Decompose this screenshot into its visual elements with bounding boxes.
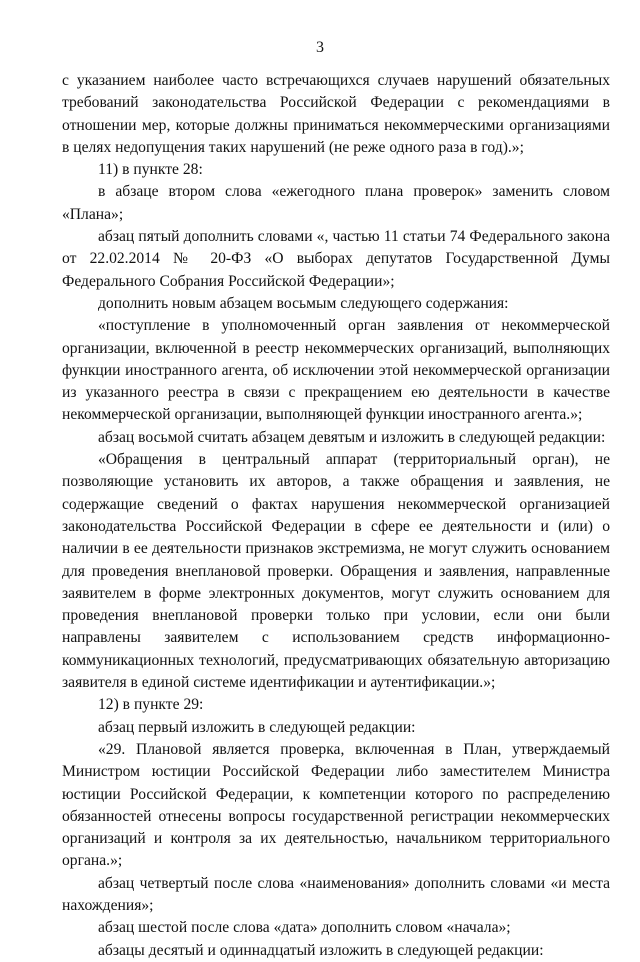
paragraph-amendment-7: абзац шестой после слова «дата» дополнить словом «начала»; bbox=[98, 919, 511, 937]
paragraph-amendment-8: абзацы десятый и одиннадцатый изложить в следующей редакции: bbox=[98, 941, 544, 959]
page-number: 3 bbox=[316, 39, 324, 56]
paragraph-amendment-5: абзац первый изложить в следующей редакции: bbox=[98, 718, 416, 736]
paragraph-item-12: 12) в пункте 29: bbox=[98, 696, 204, 714]
paragraph-amendment-3: дополнить новым абзацем восьмым следующего содержания: bbox=[98, 294, 509, 312]
paragraph-quote-2: «Обращения в центральный аппарат (территориальный орган), не позволяющие установить их авторов, а также обращения и заявления, не содержащие сведений о фактах нарушения некоммерческой организацией законодательства Российской Федерации в сфере ее деятельности и (или) о наличии в ее деятельности признаков экстремизма, не могут служить основанием для проведения внеплановой проверки. Обращения и заявления, направленные заявителем в форме электронных документов, могут служить основанием для проведения внеплановой проверки только при условии, если они были направлены заявителем с использованием средств информационно-коммуникационных технологий, предусматривающих обязательную авторизацию заявителя в единой системе идентификации и аутентификации.»; bbox=[62, 451, 610, 692]
document-body bbox=[62, 70, 610, 962]
paragraph-amendment-6: абзац четвертый после слова «наименования» дополнить словами «и места нахождения»; bbox=[62, 874, 610, 914]
paragraph-item-11: 11) в пункте 28: bbox=[98, 161, 203, 179]
paragraph-amendment-2: абзац пятый дополнить словами «, частью 11 статьи 74 Федерального закона от 22.02.2014 № 20-ФЗ «О выборах депутатов Государственной Думы Федерального Собрания Российской Федерации»; bbox=[62, 228, 610, 290]
paragraph-amendment-1: в абзаце втором слова «ежегодного плана проверок» заменить словом «Плана»; bbox=[62, 183, 610, 223]
paragraph-quote-1: «поступление в уполномоченный орган заявления от некоммерческой организации, включенной в реестр некоммерческих организаций, выполняющих функции иностранного агента, об исключении этой некоммерческой организации из указанного реестра в связи с прекращением ею деятельности в качестве некоммерческой организации, выполняющей функции иностранного агента.»; bbox=[62, 317, 610, 424]
paragraph-quote-3: «29. Плановой является проверка, включенная в План, утверждаемый Министром юстиции Российской Федерации либо заместителем Министра юстиции Российской Федерации, к компетенции которого по распределению обязанностей отнесены вопросы государственной регистрации некоммерческих организаций и контроля за их деятельностью, начальником территориального органа.»; bbox=[62, 740, 610, 870]
paragraph-amendment-4: абзац восьмой считать абзацем девятым и изложить в следующей редакции: bbox=[98, 428, 606, 446]
paragraph-continuation: с указанием наиболее часто встречающихся случаев нарушений обязательных требований законодательства Российской Федерации с рекомендациями в отношении мер, которые должны приниматься некоммерческими организациями в целях недопущения таких нарушений (не реже одного раза в год).»; bbox=[62, 72, 610, 156]
